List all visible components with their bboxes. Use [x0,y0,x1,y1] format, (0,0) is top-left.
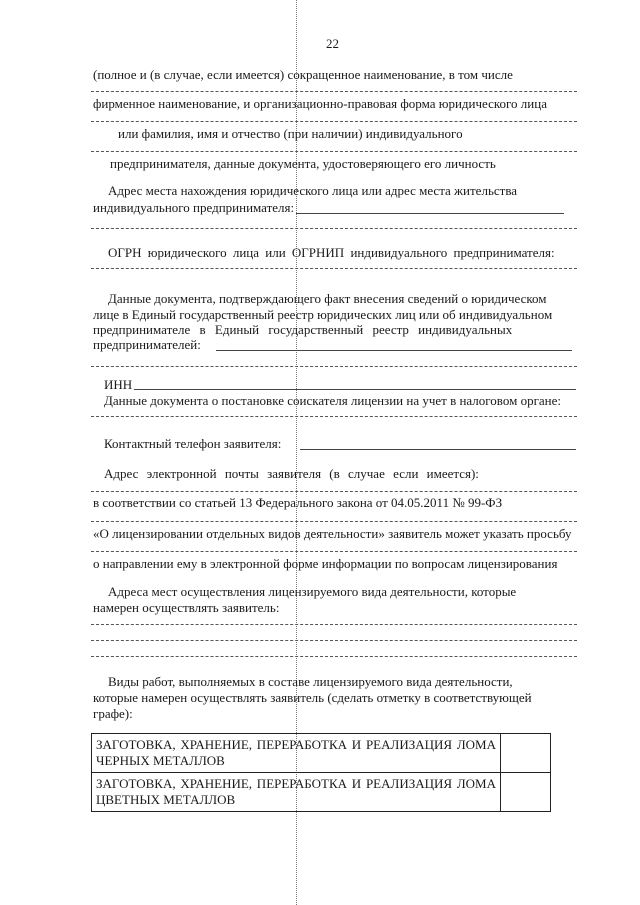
address-label-line-2: индивидуального предпринимателя: [93,200,295,215]
work-type-mark-ferrous[interactable] [501,734,550,772]
form-caption-line-4: предпринимателя, данные документа, удостоверяющего его личность [110,156,496,171]
activity-places-field-3[interactable] [91,656,577,657]
work-types-table [91,733,551,812]
activity-places-label-line-1: Адреса мест осуществления лицензируемого вида деятельности, которые [108,584,517,599]
ogrn-label: ОГРН юридического лица или ОГРНИП индивидуального предпринимателя: [108,245,555,260]
work-type-label-ferrous: ЗАГОТОВКА, ХРАНЕНИЕ, ПЕРЕРАБОТКА И РЕАЛИЗАЦИЯ ЛОМА ЧЕРНЫХ МЕТАЛЛОВ [92,734,501,772]
page-number: 22 [326,36,339,51]
email-field[interactable] [91,491,577,492]
works-label-line-2: которые намерен осуществлять заявитель (сделать отметку в соответствующей [93,690,532,705]
address-field-line-2[interactable] [91,228,577,229]
entry-line[interactable] [91,151,577,152]
activity-places-field-2[interactable] [91,640,577,641]
works-label-line-3: графе): [93,706,133,721]
entry-line[interactable] [91,121,577,122]
law-note-line-1: в соответствии со статьей 13 Федерального закона от 04.05.2011 № 99-ФЗ [93,495,503,510]
registry-doc-field-line-2[interactable] [91,366,577,367]
work-type-mark-nonferrous[interactable] [501,773,550,811]
work-type-label-nonferrous: ЗАГОТОВКА, ХРАНЕНИЕ, ПЕРЕРАБОТКА И РЕАЛИЗАЦИЯ ЛОМА ЦВЕТНЫХ МЕТАЛЛОВ [92,773,501,811]
inn-label: ИНН [104,377,133,392]
work-type-row-ferrous [92,734,550,773]
entry-line[interactable] [91,551,577,552]
registry-doc-label-line-3: предпринимателе в Единый государственный реестр индивидуальных [93,322,513,337]
phone-field[interactable] [300,449,576,450]
tax-registration-label: Данные документа о постановке соискателя лицензии на учет в налоговом органе: [104,393,562,408]
form-caption-line-1: (полное и (в случае, если имеется) сокращенное наименование, в том числе [93,67,513,82]
works-label-line-1: Виды работ, выполняемых в составе лицензируемого вида деятельности, [108,674,513,689]
law-note-line-3: о направлении ему в электронной форме информации по вопросам лицензирования [93,556,558,571]
activity-places-label-line-2: намерен осуществлять заявитель: [93,600,280,615]
registry-doc-label-line-1: Данные документа, подтверждающего факт внесения сведений о юридическом [108,291,547,306]
registry-doc-field[interactable] [216,350,572,351]
ogrn-field[interactable] [91,268,577,269]
registry-doc-label-line-2: лице в Единый государственный реестр юридических лиц или об индивидуальном [93,307,553,322]
activity-places-field-1[interactable] [91,624,577,625]
form-caption-line-2: фирменное наименование, и организационно-правовая форма юридического лица [93,96,547,111]
entry-line[interactable] [91,91,577,92]
inn-field[interactable] [134,389,576,390]
address-field[interactable] [296,213,564,214]
form-caption-line-3: или фамилия, имя и отчество (при наличии) индивидуального [118,126,463,141]
entry-line[interactable] [91,521,577,522]
tax-registration-field[interactable] [91,416,577,417]
law-note-line-2: «О лицензировании отдельных видов деятельности» заявитель может указать просьбу [93,526,572,541]
work-type-row-nonferrous [92,773,550,811]
address-label-line-1: Адрес места нахождения юридического лица или адрес места жительства [108,183,518,198]
phone-label: Контактный телефон заявителя: [104,436,282,451]
email-label: Адрес электронной почты заявителя (в случае если имеется): [104,466,479,481]
registry-doc-label-line-4: предпринимателей: [93,337,201,352]
